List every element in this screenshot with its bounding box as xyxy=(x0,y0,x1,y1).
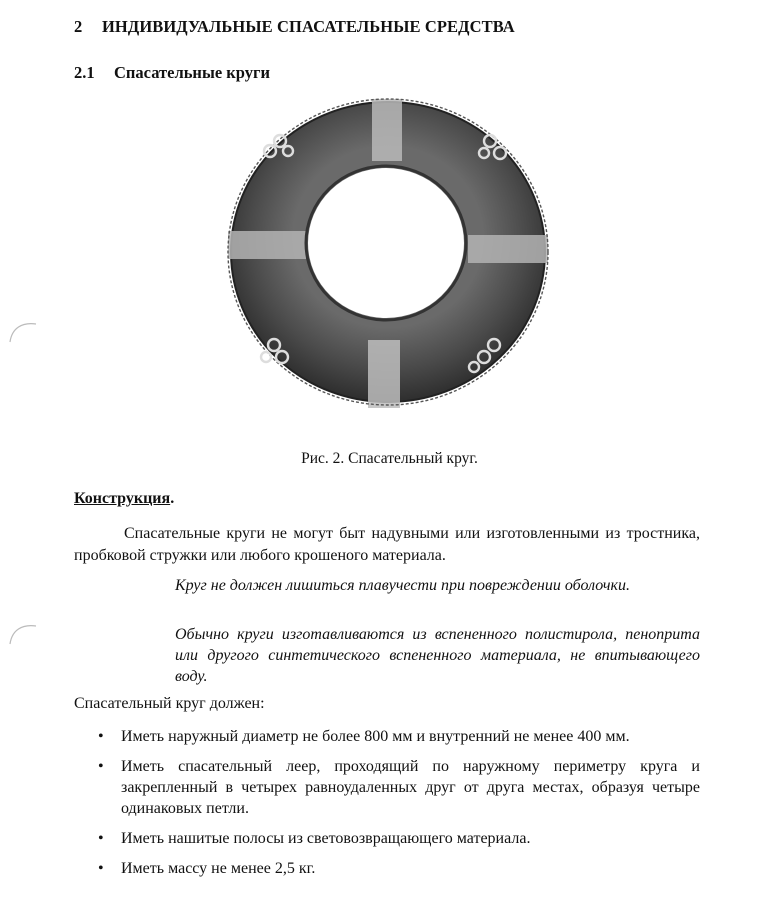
subsection-heading xyxy=(74,63,270,83)
list-item-text: Иметь массу не менее 2,5 кг. xyxy=(121,860,316,877)
page-scan-mark xyxy=(4,318,38,344)
bullet-glyph: • xyxy=(98,728,104,745)
reflective-band-top xyxy=(372,99,402,161)
list-item xyxy=(74,858,700,879)
reflective-band-bottom xyxy=(368,340,400,408)
subsection-title: Спасательные круги xyxy=(114,63,270,82)
list-item-text: Иметь спасательный леер, проходящий по наружному периметру круга и закрепленный в четырех равноудаленных друг от друга местах, образуя четыре одинаковых петли. xyxy=(121,758,700,817)
construction-paragraph: Спасательные круги не могут быт надувными или изготовленными из тростника, пробковой стружки или любого крошеного материала. xyxy=(74,525,700,564)
note-materials: Обычно круги изготавливаются из вспененного полистирола, пеноприта или другого синтетического вспененного материала, не впитывающего воду. xyxy=(175,626,700,685)
construction-heading-suffix: . xyxy=(170,490,175,507)
section-heading xyxy=(74,17,515,37)
bullet-glyph: • xyxy=(98,758,104,775)
construction-heading xyxy=(74,490,174,508)
figure-caption: Рис. 2. Спасательный круг. xyxy=(301,450,478,467)
list-item xyxy=(74,828,700,849)
page-scan-mark xyxy=(4,620,38,646)
reflective-band-right xyxy=(468,235,548,263)
list-item xyxy=(74,726,700,747)
subsection-number: 2.1 xyxy=(74,63,95,82)
list-item-text: Иметь нашитые полосы из световозвращающего материала. xyxy=(121,830,531,847)
life-ring-illustration xyxy=(222,95,556,415)
bullet-glyph: • xyxy=(98,860,104,877)
list-item-text: Иметь наружный диаметр не более 800 мм и внутренний не менее 400 мм. xyxy=(121,728,630,745)
bullet-glyph: • xyxy=(98,830,104,847)
construction-heading-label: Конструкция xyxy=(74,490,171,507)
section-number: 2 xyxy=(74,17,83,36)
list-item xyxy=(74,756,700,819)
note-buoyancy: Круг не должен лишиться плавучести при повреждении оболочки. xyxy=(175,577,630,594)
requirements-lead: Спасательный круг должен: xyxy=(74,695,265,712)
reflective-band-left xyxy=(228,231,306,259)
requirements-list xyxy=(74,726,700,888)
section-title: ИНДИВИДУАЛЬНЫЕ СПАСАТЕЛЬНЫЕ СРЕДСТВА xyxy=(102,17,515,36)
